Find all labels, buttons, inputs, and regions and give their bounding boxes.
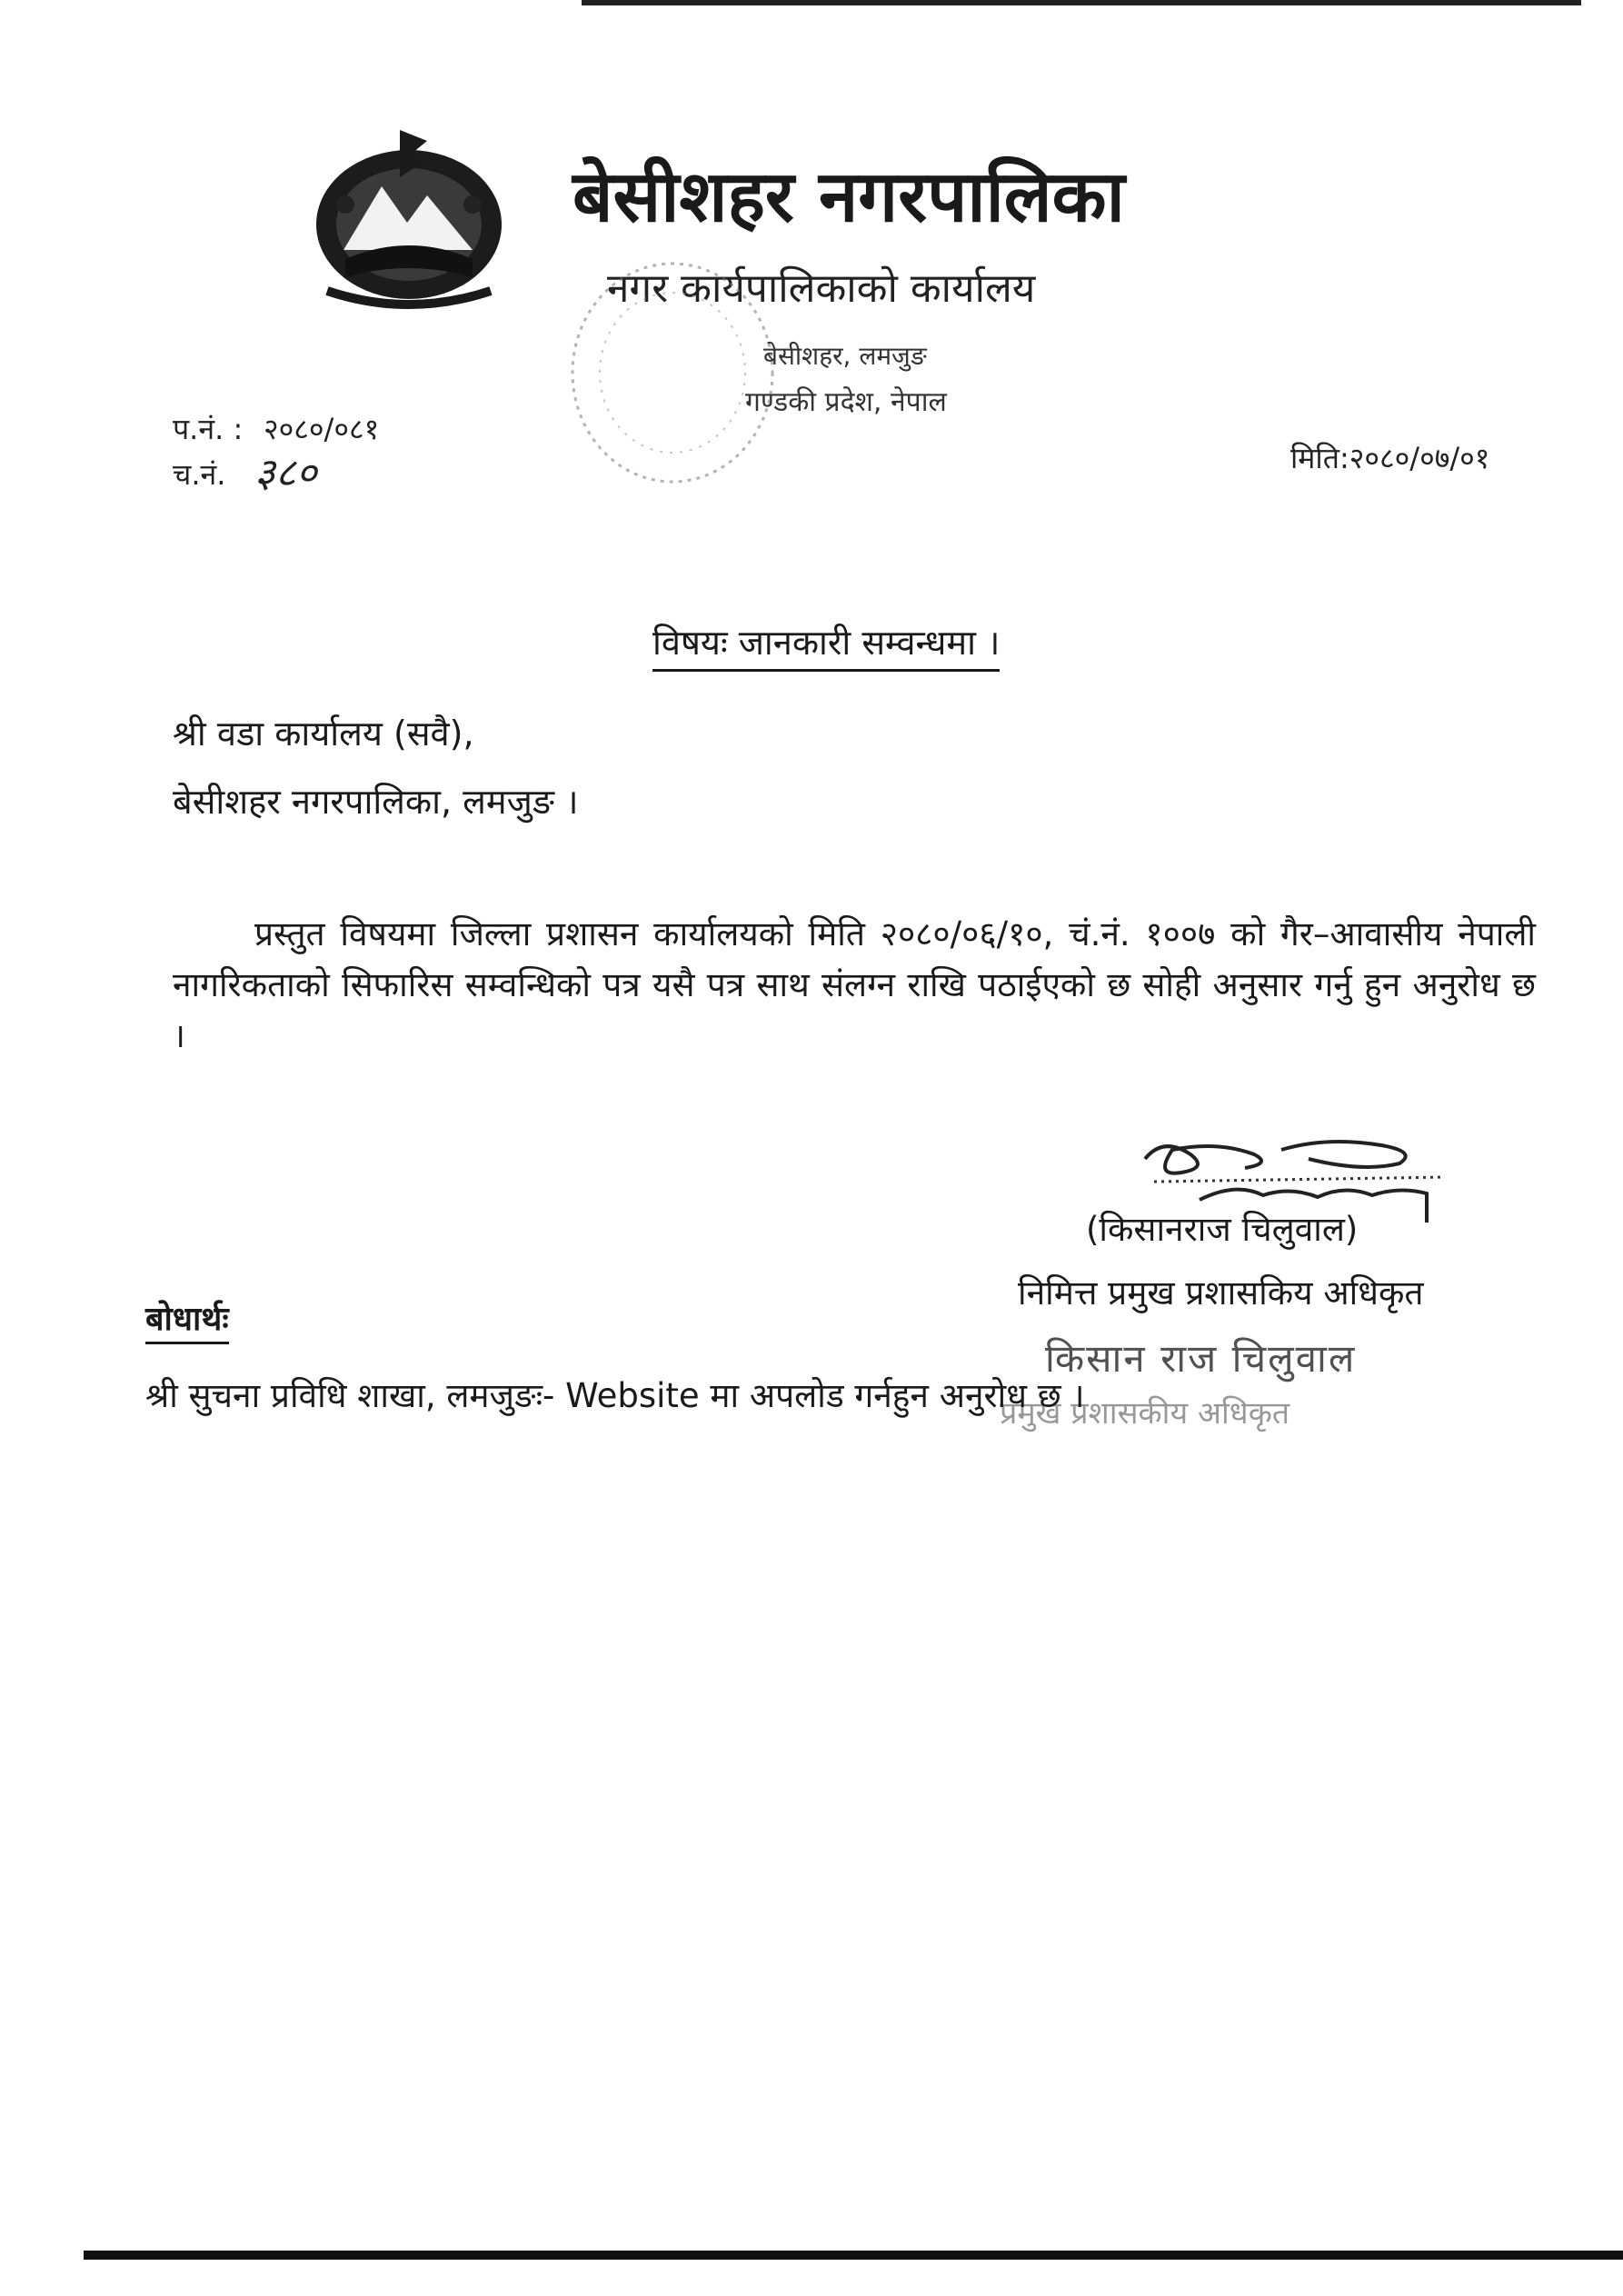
cc-recipient: श्री सुचना प्रविधि शाखा, लमजुङः- Website मा अपलोड गर्नहुन अनुरोध छ । — [145, 1376, 1085, 1415]
office-name: नगर कार्यपालिकाको कार्यालय — [607, 265, 1036, 312]
dispatch-number-value: ३८० — [254, 450, 317, 496]
municipality-name: बेसीशहर नगरपालिका — [573, 156, 1125, 238]
reference-number-label: प.नं. : — [173, 412, 244, 446]
nepal-emblem-icon — [291, 123, 527, 314]
office-stamp-icon — [563, 255, 782, 491]
letter-body-text: प्रस्तुत विषयमा जिल्ला प्रशासन कार्यालयको मिति २०८०/०६/१०, चं.नं. १००७ को गैर–आवासीय नेपाली नागरिकताको सिफारिस सम्वन्धिको पत्र यसै पत्र साथ संलग्न राखि पठाईएको छ सोही अनुसार गर्नु हुन अनुरोध छ । — [173, 914, 1536, 1055]
dispatch-number-label: च.नं. — [173, 457, 226, 492]
letter-body — [173, 909, 1536, 1062]
reference-number-value: २०८०/०८१ — [264, 412, 380, 446]
office-province: गण्डकी प्रदेश, नेपाल — [745, 386, 947, 418]
letter-date: मिति:२०८०/०७/०१ — [1290, 441, 1490, 475]
signatory-name: (किसानराज चिलुवाल) — [1086, 1210, 1359, 1249]
signatory-title: निमित्त प्रमुख प्रशासकिय अधिकृत — [1018, 1273, 1424, 1313]
top-edge-rule — [582, 0, 1581, 5]
cc-label: बोधार्थः — [145, 1295, 229, 1344]
title-stamp: प्रमुख प्रशासकीय अधिकृत — [1000, 1395, 1290, 1432]
bottom-edge-rule — [84, 2251, 1623, 2260]
office-address: बेसीशहर, लमजुङ — [763, 341, 927, 371]
name-stamp: किसान राज चिलुवाल — [1045, 1336, 1357, 1381]
addressee-line-2: बेसीशहर नगरपालिका, लमजुङ । — [173, 782, 579, 822]
letter-subject: विषयः जानकारी सम्वन्धमा । — [652, 618, 1000, 672]
addressee-line-1: श्री वडा कार्यालय (सवै), — [173, 714, 474, 754]
